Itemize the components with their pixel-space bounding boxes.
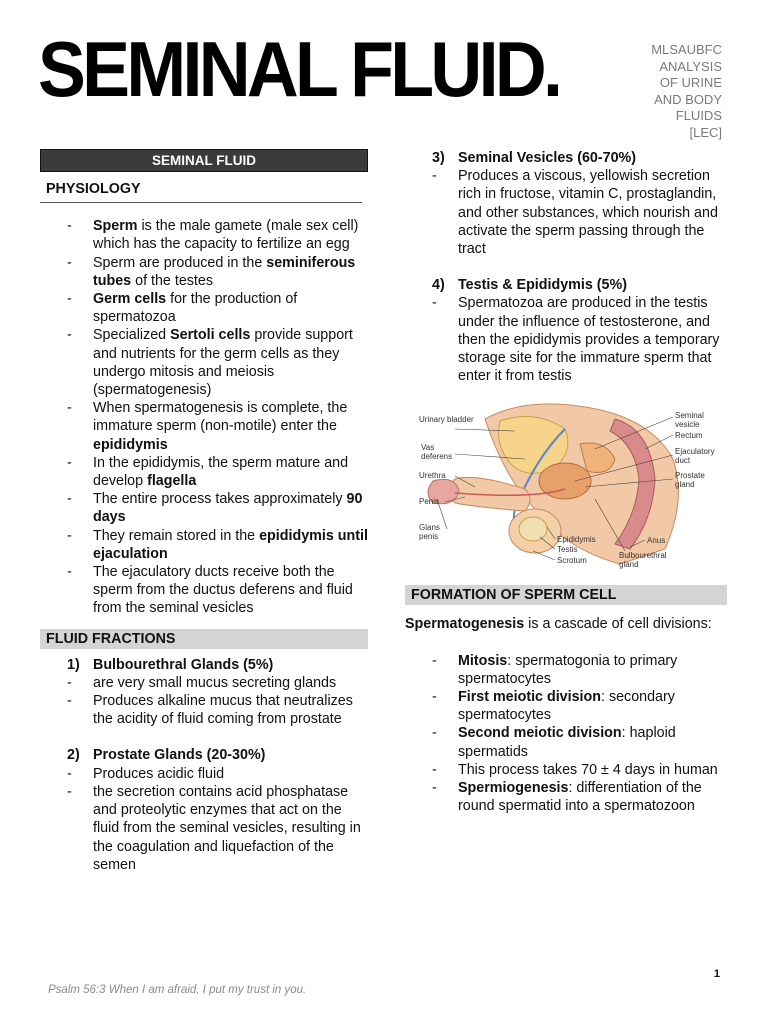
label-testis: Testis	[557, 545, 578, 555]
label-rectum: Rectum	[675, 431, 703, 441]
list-item: - Sperm are produced in the seminiferous tubes of the testes	[40, 254, 368, 290]
testis-list	[405, 294, 727, 385]
list-item: - Sperm is the male gamete (male sex cell) which has the capacity to fertilize an egg	[40, 217, 368, 253]
prostate-title: 2) Prostate Glands (20-30%)	[67, 747, 266, 764]
list-item: - Specialized Sertoli cells provide support and nutrients for the germ cells as they undergo mitosis and meiosis (spermatogenesis)	[40, 326, 368, 399]
label-urinary-bladder: Urinary bladder	[419, 415, 474, 425]
seminal-vesicles-list	[405, 167, 727, 258]
list-item: - This process takes 70 ± 4 days in human	[405, 761, 727, 779]
list-item: - The ejaculatory ducts receive both the sperm from the ductus deferens and fluid from the seminal vesicles	[40, 563, 368, 618]
subject-label: MLSAUBFC ANALYSIS OF URINE AND BODY FLUIDS [LEC]	[651, 42, 722, 140]
list-item: - Produces a viscous, yellowish secretion rich in fructose, vitamin C, prostaglandin, and other substances, which nourish and activate the sperm passing through the tract	[405, 167, 727, 258]
section-banner: SEMINAL FLUID	[40, 149, 368, 172]
physiology-list	[40, 217, 368, 617]
formation-list	[405, 652, 727, 816]
list-item: - Produces acidic fluid	[40, 765, 368, 783]
left-column	[40, 149, 368, 874]
formation-intro: Spermatogenesis is a cascade of cell divisions:	[405, 616, 712, 633]
label-scrotum: Scrotum	[557, 556, 587, 566]
list-item: - They remain stored in the epididymis until ejaculation	[40, 527, 368, 563]
testis-title: 4) Testis & Epididymis (5%)	[432, 277, 627, 294]
bulbourethral-title: 1) Bulbourethral Glands (5%)	[67, 656, 274, 673]
formation-heading: FORMATION OF SPERM CELL	[405, 585, 727, 605]
right-column	[405, 149, 727, 815]
list-item: - Produces alkaline mucus that neutralizes the acidity of fluid coming from prostate	[40, 692, 368, 728]
list-item: - In the epididymis, the sperm mature and develop flagella	[40, 454, 368, 490]
list-item: - the secretion contains acid phosphatase and proteolytic enzymes that act on the fluid from the seminal vesicles, resulting in the coagulation and liquefaction of the semen	[40, 783, 368, 874]
reproductive-anatomy-figure	[415, 399, 725, 569]
list-item: - First meiotic division: secondary spermatocytes	[405, 688, 727, 724]
prostate-list	[40, 765, 368, 874]
footer-verse: Psalm 56:3 When I am afraid, I put my trust in you.	[48, 984, 307, 996]
list-item: - Second meiotic division: haploid spermatids	[405, 724, 727, 760]
label-glans-penis: Glans penis	[419, 523, 440, 542]
list-item: - The entire process takes approximately 90 days	[40, 490, 368, 526]
label-bulbourethral-gland: Bulbourethral gland	[619, 551, 667, 570]
page-title: SEMINAL FLUID.	[38, 25, 560, 113]
label-anus: Anus	[647, 536, 666, 546]
seminal-vesicles-title: 3) Seminal Vesicles (60-70%)	[432, 150, 637, 166]
fluid-fractions-heading: FLUID FRACTIONS	[40, 629, 368, 649]
page-number: 1	[713, 968, 720, 980]
list-item: - are very small mucus secreting glands	[40, 674, 368, 692]
list-item: - Germ cells for the production of spermatozoa	[40, 290, 368, 326]
label-prostate-gland: Prostate gland	[675, 471, 705, 490]
list-item: - Spermiogenesis: differentiation of the round spermatid into a spermatozoon	[405, 779, 727, 815]
label-epididymis: Epididymis	[557, 535, 596, 545]
bulbourethral-list	[40, 674, 368, 729]
label-penis: Penis	[419, 497, 440, 507]
label-ejaculatory-duct: Ejaculatory duct	[675, 447, 715, 466]
list-item: - Spermatozoa are produced in the testis under the influence of testosterone, and then the epididymis provides a temporary storage site for the immature sperm that enter it from testis	[405, 294, 727, 385]
list-item: - Mitosis: spermatogonia to primary spermatocytes	[405, 652, 727, 688]
label-vas-deferens: Vas deferens	[421, 443, 453, 462]
label-seminal-vesicle: Seminal vesicle	[675, 411, 704, 430]
label-urethra: Urethra	[419, 471, 446, 481]
list-item: - When spermatogenesis is complete, the immature sperm (non-motile) enter the epididymis	[40, 399, 368, 454]
physiology-heading: PHYSIOLOGY	[40, 180, 362, 203]
